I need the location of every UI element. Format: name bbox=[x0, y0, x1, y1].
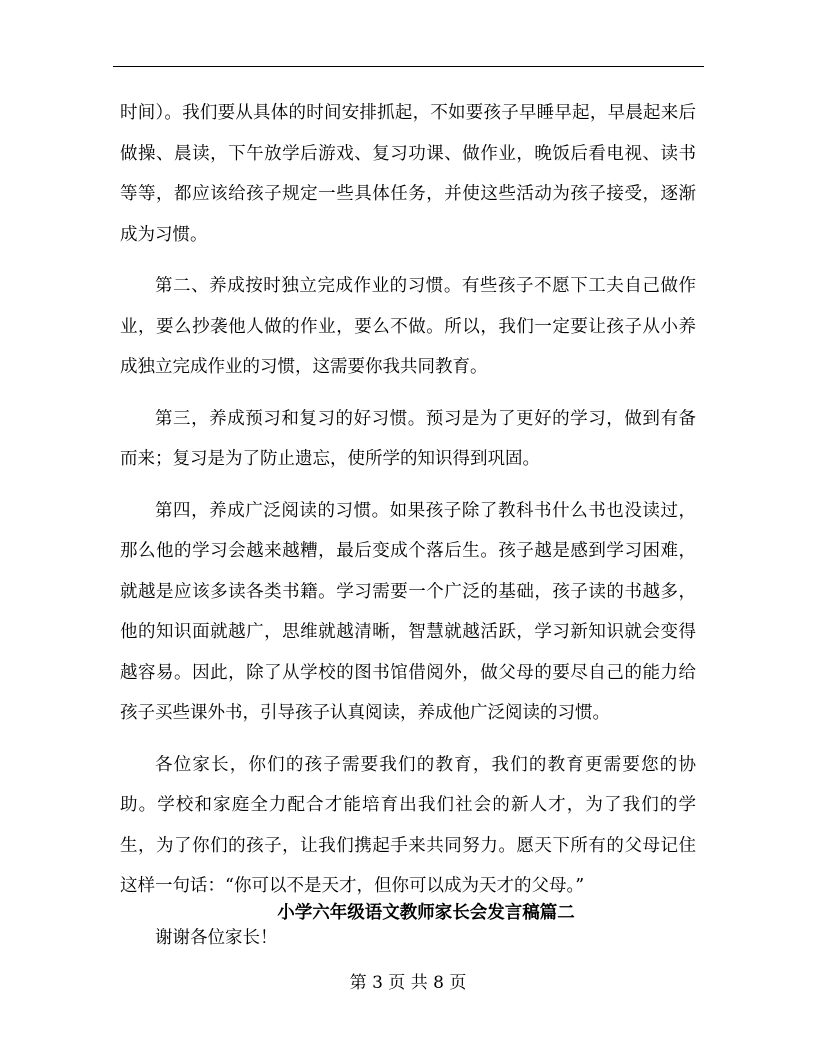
paragraph-habit-homework: 第二、养成按时独立完成作业的习惯。有些孩子不愿下工夫自己做作业，要么抄袭他人做的作业，要么不做。所以，我们一定要让孩子从小养成独立完成作业的习惯，这需要你我共同教育。 bbox=[120, 276, 696, 377]
paragraph-closing-appeal: 各位家长，你们的孩子需要我们的教育，我们的教育更需要您的协助。学校和家庭全力配合才能培育出我们社会的新人才，为了我们的学生，为了你们的孩子，让我们携起手来共同努力。愿天下所有的父母记住这样一句话：“你可以不是天才，但你可以成为天才的父母。” bbox=[120, 754, 696, 896]
page-number-footer: 第 3 页 共 8 页 bbox=[349, 973, 467, 993]
section-title: 小学六年级语文教师家长会发言稿篇二 bbox=[277, 903, 575, 923]
paragraph-habit-preview-review: 第三，养成预习和复习的好习惯。预习是为了更好的学习，做到有备而来；复习是为了防止遗忘，使所学的知识得到巩固。 bbox=[120, 408, 696, 469]
paragraph-thanks: 谢谢各位家长！ bbox=[155, 927, 278, 948]
document-body bbox=[120, 93, 696, 969]
paragraph-habit-reading: 第四，养成广泛阅读的习惯。如果孩子除了教科书什么书也没读过，那么他的学习会越来越糟，最后变成个落后生。孩子越是感到学习困难，就越是应该多读各类书籍。学习需要一个广泛的基础，孩子读的书越多，他的知识面就越广，思维就越清晰，智慧就越活跃，学习新知识就会变得越容易。因此，除了从学校的图书馆借阅外，做父母的要尽自己的能力给孩子买些课外书，引导孩子认真阅读，养成他广泛阅读的习惯。 bbox=[120, 500, 696, 723]
paragraph-continued: 时间）。我们要从具体的时间安排抓起，不如要孩子早睡早起，早晨起来后做操、晨读，下午放学后游戏、复习功课、做作业，晚饭后看电视、读书等等，都应该给孩子规定一些具体任务，并使这些活动为孩子接受，逐渐成为习惯。 bbox=[120, 103, 696, 245]
header-rule bbox=[113, 66, 704, 67]
